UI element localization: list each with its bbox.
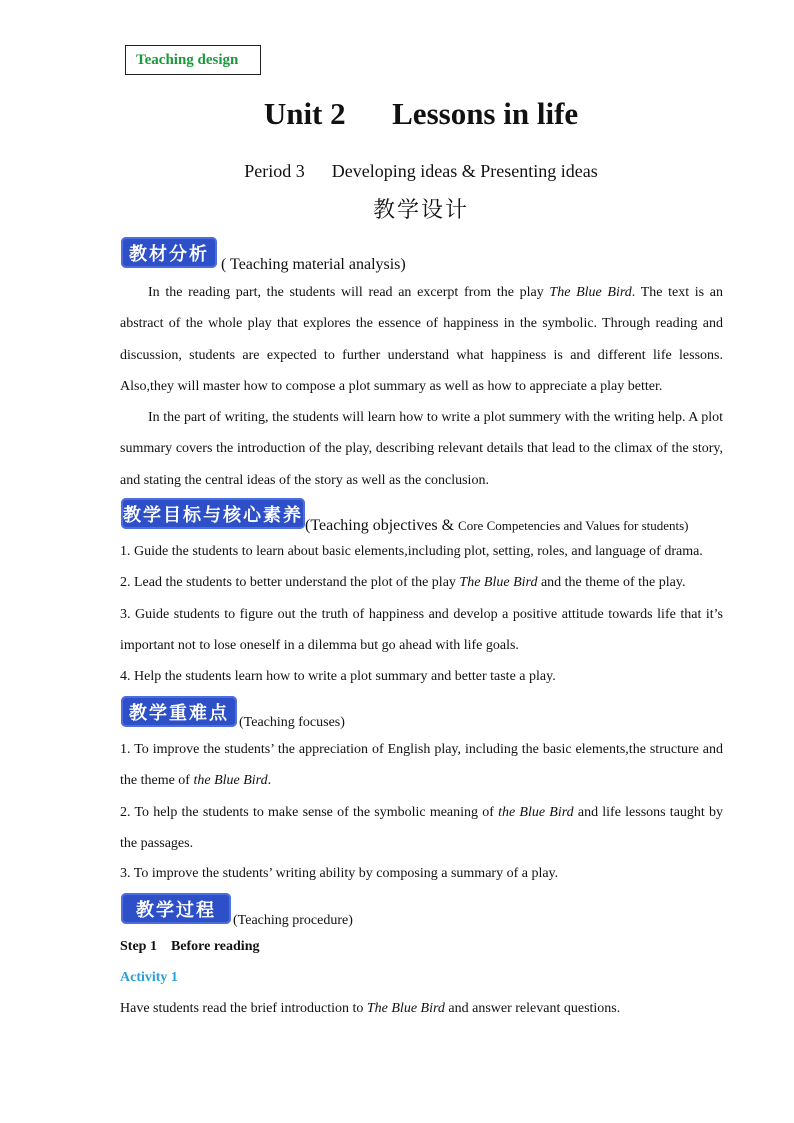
- activity-1-text: Have students read the brief introduction to The Blue Bird and answer relevant questions.: [120, 1001, 621, 1016]
- focus-3: 3. To improve the students’ writing ability by composing a summary of a play.: [120, 866, 559, 881]
- focuses-label: (Teaching focuses): [239, 715, 345, 730]
- focuses-badge: 教学重难点: [121, 696, 237, 727]
- objective-4: 4. Help the students learn how to write a plot summary and better taste a play.: [120, 669, 556, 684]
- focus-1: 1. To improve the students’ the appreciation of English play, including the basic elements,the structure and the theme of the Blue Bird.: [120, 742, 723, 789]
- activity-1-heading: Activity 1: [120, 970, 178, 985]
- objective-3: 3. Guide students to figure out the truth of happiness and develop a positive attitude towards life that it’s important not to lose oneself in a dilemma but go ahead with life goals.: [120, 607, 723, 654]
- focus-2: 2. To help the students to make sense of the symbolic meaning of the Blue Bird and life lessons taught by the passages.: [120, 805, 723, 852]
- teaching-design-tag: [125, 45, 261, 75]
- teaching-design-label: Teaching design: [136, 52, 239, 68]
- material-paragraph-1: In the reading part, the students will read an excerpt from the play The Blue Bird. The text is an abstract of the whole play that explores the essence of happiness in the symbolic. Through reading and discussion, students are expected to further understand what happiness is and different life lessons. Also,they will master how to compose a plot summary as well as how to appreciate a play better.: [120, 285, 724, 394]
- objectives-badge: 教学目标与核心素养: [121, 498, 305, 529]
- objectives-label: (Teaching objectives & Core Competencies and Values for students): [305, 517, 689, 534]
- material-analysis-badge: 教材分析: [121, 237, 217, 268]
- step-1-heading: Step 1 Before reading: [120, 939, 260, 954]
- period-subtitle: Period 3 Developing ideas & Presenting ideas: [244, 161, 598, 181]
- objective-2: 2. Lead the students to better understand the plot of the play The Blue Bird and the theme of the play.: [120, 575, 686, 590]
- procedure-badge: 教学过程: [121, 893, 231, 924]
- objective-1: 1. Guide the students to learn about basic elements,including plot, setting, roles, and language of drama.: [120, 544, 703, 559]
- material-analysis-label: ( Teaching material analysis): [221, 256, 406, 273]
- chinese-subtitle: 教学设计: [372, 198, 469, 223]
- material-paragraph-2: In the part of writing, the students will learn how to write a plot summery with the writing help. A plot summary covers the introduction of the play, describing relevant details that lead to the climax of the story, and stating the central ideas of the story as well as the conclusion.: [120, 410, 723, 488]
- unit-title: Unit 2 Lessons in life: [263, 96, 579, 131]
- procedure-label: (Teaching procedure): [233, 913, 353, 928]
